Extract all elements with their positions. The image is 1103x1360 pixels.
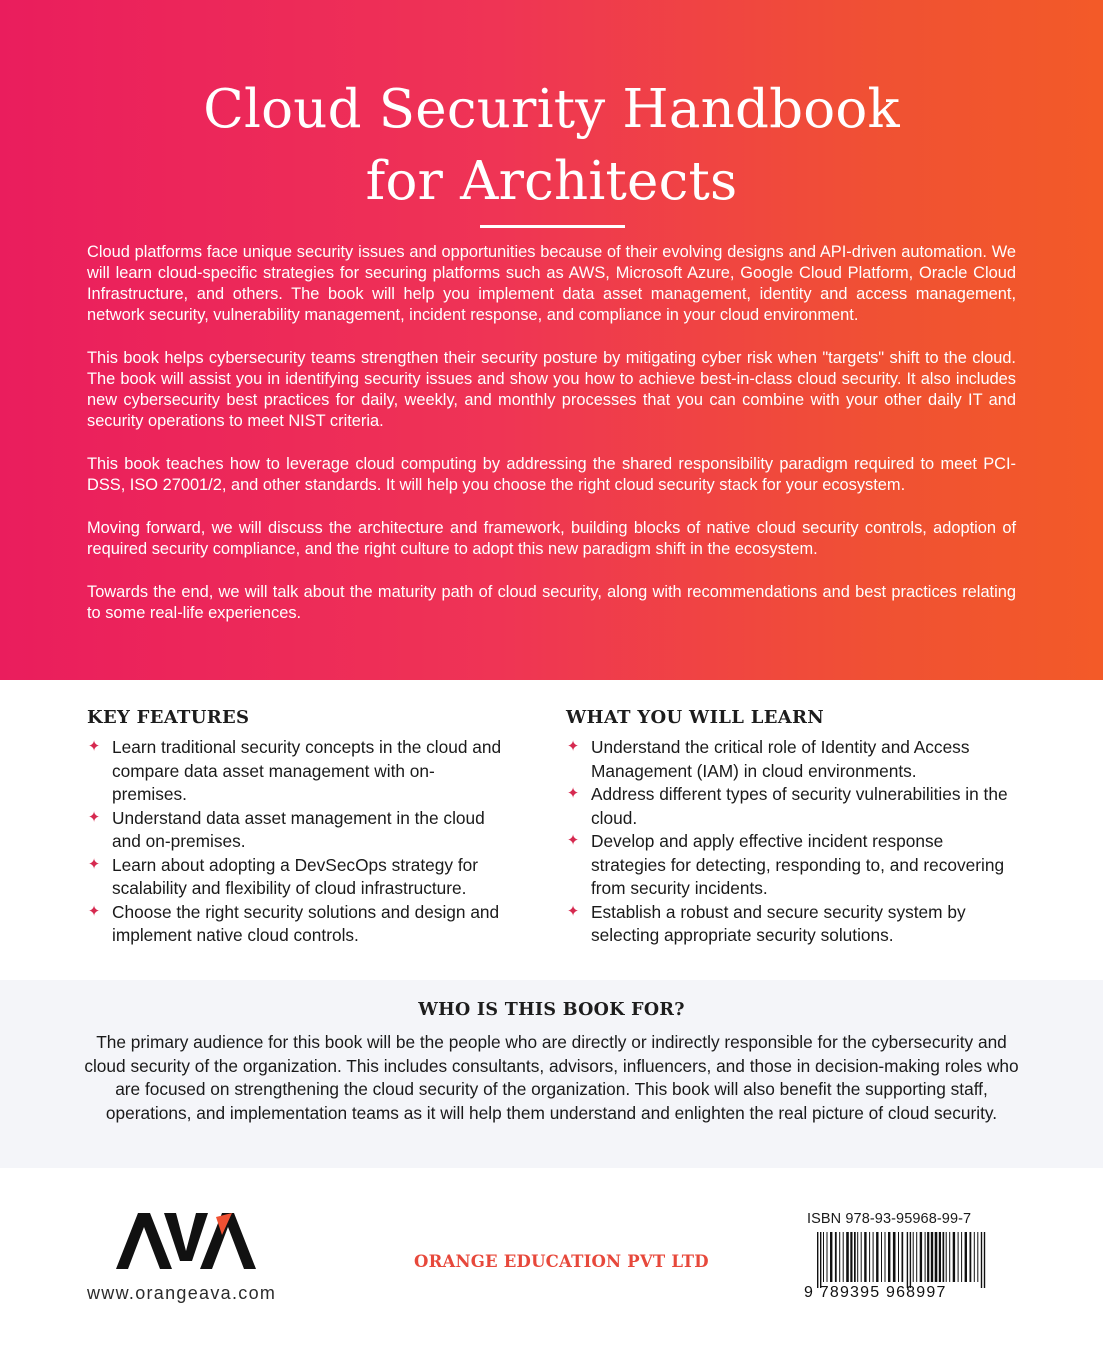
list-item-text: Learn traditional security concepts in the cloud and compare data asset management with on-premises. <box>112 737 502 804</box>
book-description <box>87 242 1016 646</box>
barcode-bar <box>920 1232 922 1282</box>
barcode-bar <box>881 1232 882 1282</box>
list-item-text: Learn about adopting a DevSecOps strategy for scalability and flexibility of cloud infrastructure. <box>112 854 479 898</box>
description-paragraph: This book teaches how to leverage cloud computing by addressing the shared responsibility paradigm required to meet PCI-DSS, ISO 27001/2, and other standards. It will help you choose the right cloud security stack for your ecosystem. <box>87 455 1016 494</box>
four-point-star-icon: ✦ <box>566 902 580 920</box>
barcode-bar <box>898 1232 899 1282</box>
barcode-digits: 9 789395 968997 <box>804 1284 947 1301</box>
barcode-bar <box>869 1232 870 1282</box>
barcode-bar <box>939 1232 941 1282</box>
what-you-will-learn-list <box>566 736 1016 948</box>
list-item-text: Understand the critical role of Identity and Access Management (IAM) in cloud environments. <box>591 737 970 781</box>
isbn-label: ISBN 978-93-95968-99-7 <box>807 1211 972 1227</box>
four-point-star-icon: ✦ <box>566 738 580 755</box>
barcode-bar <box>984 1232 985 1288</box>
barcode-bar <box>873 1232 874 1282</box>
description-paragraph: Towards the end, we will talk about the maturity path of cloud security, along with recommendations and best practices relating to some real-life experiences. <box>87 583 1016 622</box>
barcode-bar <box>958 1232 959 1282</box>
barcode-bar <box>817 1232 818 1288</box>
barcode-bar <box>907 1232 908 1288</box>
barcode-bar <box>970 1232 972 1282</box>
barcode-bar <box>981 1232 982 1288</box>
list-item-text: Understand data asset management in the cloud and on-premises. <box>112 807 485 851</box>
list-item <box>566 830 1016 901</box>
book-title-line: Cloud Security Handbook <box>203 79 900 140</box>
ava-logo <box>116 1213 256 1269</box>
isbn-barcode <box>815 1232 1013 1288</box>
list-item <box>566 901 1016 948</box>
list-item-text: Address different types of security vulnerabilities in the cloud. <box>591 784 1008 828</box>
barcode-bar <box>946 1232 947 1282</box>
list-item <box>87 901 507 948</box>
barcode-bar <box>925 1232 926 1282</box>
barcode-bar <box>839 1232 840 1282</box>
list-item <box>87 736 507 807</box>
website-url: www.orangeava.com <box>87 1283 277 1303</box>
list-item-text: Develop and apply effective incident response strategies for detecting, responding to, and recovering from security incidents. <box>591 831 1005 898</box>
barcode-bar <box>864 1232 866 1282</box>
barcode-bar <box>927 1232 929 1282</box>
barcode-bar <box>913 1232 914 1282</box>
list-item <box>566 783 1016 830</box>
key-features-section <box>87 706 507 948</box>
title-divider <box>480 225 625 228</box>
barcode-bar <box>846 1232 849 1282</box>
list-item-text: Establish a robust and secure security system by selecting appropriate security solutions. <box>591 901 966 945</box>
list-item <box>87 807 507 854</box>
four-point-star-icon: ✦ <box>87 855 101 873</box>
barcode-bar <box>893 1232 896 1282</box>
audience-text: The primary audience for this book will be the people who are directly or indirectly responsible for the cybersecurity and cloud security of the organization. This includes consultants, advisors, influencers, and those in decision-making roles who are focused on strengthening the cloud security of the organization. This book will also benefit the supporting staff, operations, and implementation teams as it will help them understand and enlighten the real picture of cloud security. <box>84 1032 1019 1123</box>
barcode-bar <box>820 1232 821 1288</box>
barcode-bar <box>902 1232 904 1282</box>
what-you-will-learn-section <box>566 706 1016 948</box>
barcode-bar <box>854 1232 856 1282</box>
barcode-bar <box>823 1232 824 1282</box>
barcode-bar <box>835 1232 837 1282</box>
description-paragraph: Cloud platforms face unique security issues and opportunities because of their evolving designs and API-driven automation. We will learn cloud-specific strategies for securing platforms such as AWS, Microsoft Azure, Google Cloud Platform, Oracle Cloud Infrastructure, and others. The book will help you implement data asset management, identity and access management, network security, vulnerability management, incident response, and compliance in your cloud environment. <box>87 243 1016 324</box>
barcode-bar <box>977 1232 978 1282</box>
barcode-bar <box>935 1232 938 1282</box>
logo-letter-a <box>116 1213 172 1269</box>
list-item-text: Choose the right security solutions and design and implement native cloud controls. <box>112 901 500 945</box>
description-paragraph: Moving forward, we will discuss the architecture and framework, building blocks of native cloud security controls, adoption of required security compliance, and the right culture to adopt this new paradigm shift in the ecosystem. <box>87 519 1016 558</box>
book-title <box>0 74 1103 218</box>
four-point-star-icon: ✦ <box>87 902 101 920</box>
barcode-bar <box>857 1232 858 1282</box>
list-item <box>566 736 1016 783</box>
barcode-bar <box>953 1232 955 1282</box>
four-point-star-icon: ✦ <box>566 785 580 802</box>
four-point-star-icon: ✦ <box>566 832 580 849</box>
barcode-bar <box>830 1232 832 1282</box>
description-paragraph: This book helps cybersecurity teams strengthen their security posture by mitigating cyber risk when "targets" shift to the cloud. The book will assist you in identifying security issues and show you how to achieve best-in-class cloud security. It also includes new cybersecurity best practices for daily, weekly, and monthly processes that you can combine with your other daily IT and security operations to meet NIST criteria. <box>87 349 1016 430</box>
four-point-star-icon: ✦ <box>87 808 101 826</box>
barcode-bar <box>965 1232 967 1282</box>
barcode-bar <box>888 1232 890 1282</box>
what-you-will-learn-heading: WHAT YOU WILL LEARN <box>566 707 825 728</box>
barcode-bar <box>974 1232 975 1282</box>
barcode-bar <box>885 1232 886 1282</box>
barcode-bar <box>827 1232 828 1282</box>
barcode-bar <box>943 1232 945 1282</box>
barcode-bar <box>850 1232 852 1282</box>
barcode-bar <box>949 1232 950 1282</box>
publisher-name: ORANGE EDUCATION PVT LTD <box>414 1252 709 1271</box>
logo-letter-v <box>164 1213 208 1261</box>
barcode-bar <box>843 1232 844 1282</box>
key-features-heading: KEY FEATURES <box>87 707 250 728</box>
barcode-bar <box>910 1232 911 1288</box>
book-title-line: for Architects <box>365 151 738 212</box>
barcode-bar <box>861 1232 862 1282</box>
audience-heading: WHO IS THIS BOOK FOR? <box>418 1000 685 1020</box>
barcode-bar <box>931 1232 933 1282</box>
list-item <box>87 854 507 901</box>
barcode-bar <box>961 1232 962 1282</box>
key-features-list <box>87 736 507 948</box>
barcode-bar <box>916 1232 917 1282</box>
four-point-star-icon: ✦ <box>87 738 101 755</box>
barcode-bar <box>876 1232 878 1282</box>
